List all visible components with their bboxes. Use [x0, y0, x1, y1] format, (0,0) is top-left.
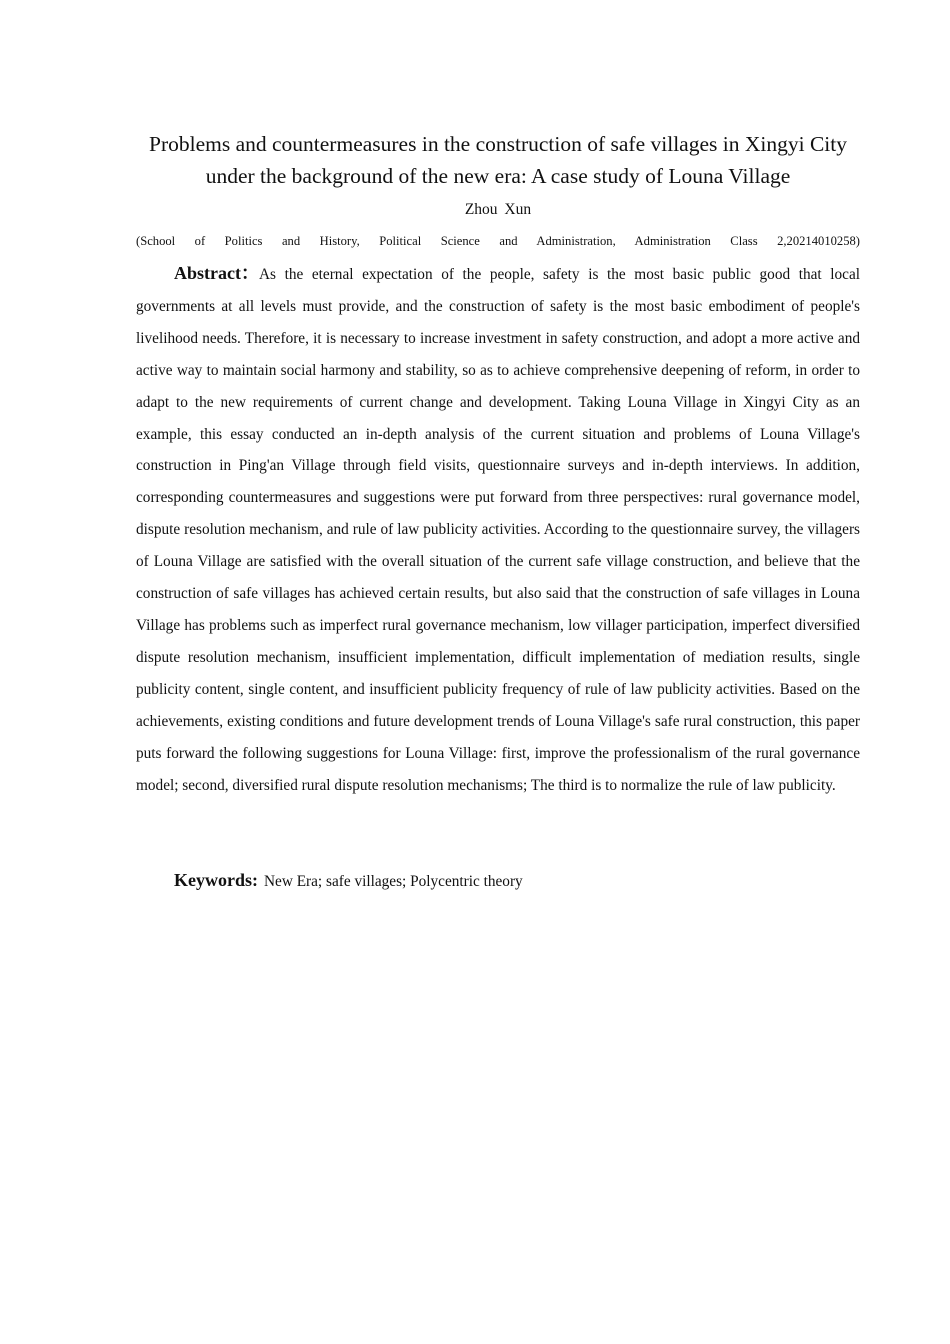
abstract-paragraph [136, 258, 860, 801]
abstract-label: Abstract： [174, 263, 259, 283]
author-name: Zhou Xun [464, 201, 532, 218]
author-affiliation: (School of Politics and History, Political Science and Administration, Administration Class 2,20214010258) [136, 234, 860, 248]
keywords-line [136, 864, 860, 898]
keywords-text: New Era; safe villages; Polycentric theory [264, 873, 523, 890]
paper-title: Problems and countermeasures in the construction of safe villages in Xingyi City under the background of the new era: A case study of Louna Village [148, 132, 847, 188]
abstract-text: As the eternal expectation of the people, safety is the most basic public good that local governments at all levels must provide, and the construction of safety is the most basic embodiment of people's livelihood needs. Therefore, it is necessary to increase investment in safety construction, and adopt a more active and active way to maintain social harmony and stability, so as to achieve comprehensive deepening of reform, in order to adapt to the new requirements of current change and development. Taking Louna Village in Xingyi City as an example, this essay conducted an in-depth analysis of the current situation and problems of Louna Village's construction in Ping'an Village through field visits, questionnaire surveys and in-depth interviews. In addition, corresponding countermeasures and suggestions were put forward from three perspectives: rural governance model, dispute resolution mechanism, and rule of law publicity activities. According to the questionnaire survey, the villagers of Louna Village are satisfied with the overall situation of the current safe village construction, and believe that the construction of safe villages has achieved certain results, but also said that the construction of safe villages in Louna Village has problems such as imperfect rural governance mechanism, low villager participation, imperfect diversified dispute resolution mechanism, insufficient implementation, difficult implementation of mediation results, single publicity content, single content, and insufficient publicity frequency of rule of law publicity activities. Based on the achievements, existing conditions and future development trends of Louna Village's safe rural construction, this paper puts forward the following suggestions for Louna Village: first, improve the professionalism of the rural governance model; second, diversified rural dispute resolution mechanisms; The third is to normalize the rule of law publicity. [136, 266, 860, 794]
keywords-label: Keywords: [174, 870, 258, 890]
